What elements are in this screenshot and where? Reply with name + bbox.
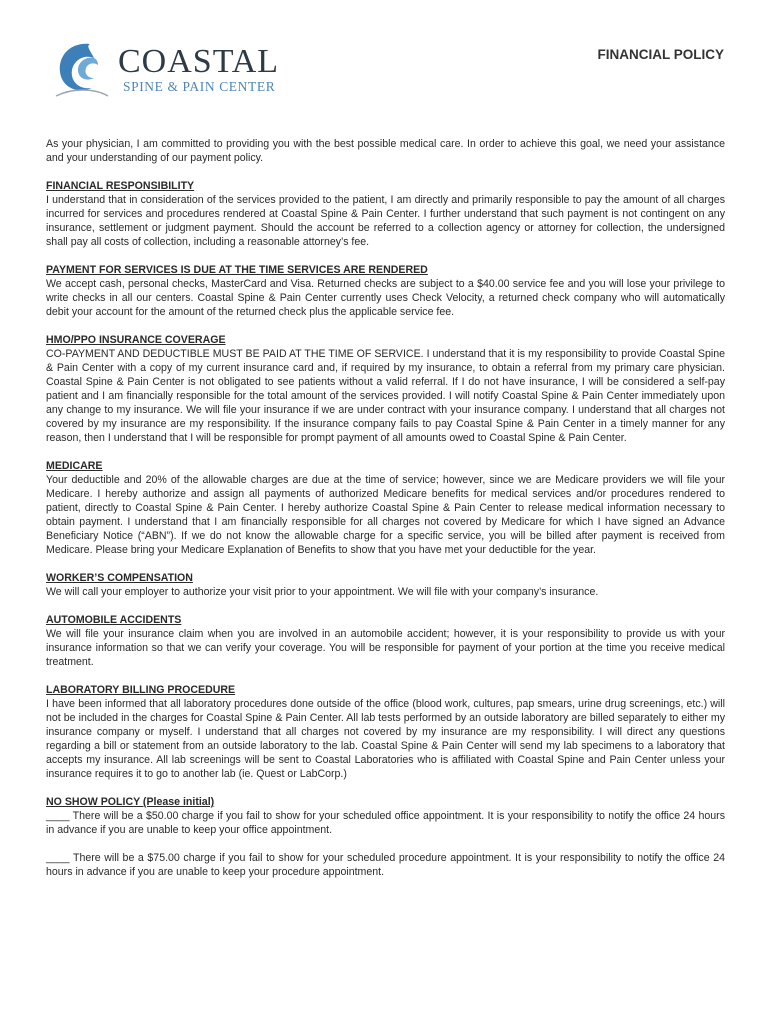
section-laboratory-billing [46,683,725,781]
section-heading: HMO/PPO INSURANCE COVERAGE [46,334,226,346]
section-text: I understand that in consideration of the services provided to the patient, I am directly and primarily responsible to pay the amount of all charges incurred for services and procedures rendered at Coastal Spine & Pain Center. I further understand that such payment is not contingent on any insurance, settlement or judgment payment. Should the account be referred to a collection agency or attorney for collection, the undersigned shall pay all costs of collection, including a reasonable attorney’s fee. [46,194,725,248]
brand-name: COASTAL [118,43,280,80]
section-text: CO-PAYMENT AND DEDUCTIBLE MUST BE PAID AT THE TIME OF SERVICE. I understand that it is my responsibility to provide Coastal Spine & Pain Center with a copy of my current insurance card and, if required by my insurance, to obtain a referral from my primary care physician. Coastal Spine & Pain Center is not obligated to see patients without a valid referral. If I do not have insurance, I will be considered a self-pay patient and I am financially responsible for the total amount of the services provided. I will notify Coastal Spine & Pain Center immediately upon any change to my insurance. We will file your insurance if we are under contract with your insurance company. I understand that all charges not covered by my insurance are my responsibility. If the insurance company fails to pay Coastal Spine & Pain Center in a timely manner for any reason, then I understand that I will be responsible for prompt payment of all amounts owed to Coastal Spine & Pain Center. [46,348,725,444]
no-show-office-item: ____ There will be a $50.00 charge if you fail to show for your scheduled office appointment. It is your responsibility to notify the office 24 hours in advance if you are unable to keep your office appointment. [46,810,725,836]
section-no-show [46,795,725,879]
document-title: FINANCIAL POLICY [597,47,724,62]
policy-body [46,137,725,879]
section-text: We accept cash, personal checks, MasterCard and Visa. Returned checks are subject to a $40.00 service fee and you will lose your privilege to write checks in all our centers. Coastal Spine & Pain Center currently uses Check Velocity, a returned check company who will automatically debit your account for the amount of the returned check plus the applicable service fee. [46,278,725,318]
section-heading: WORKER’S COMPENSATION [46,572,193,584]
section-financial-responsibility [46,179,725,249]
section-auto-accidents [46,613,725,669]
section-heading: AUTOMOBILE ACCIDENTS [46,614,182,626]
section-text: We will call your employer to authorize your visit prior to your appointment. We will file with your company’s insurance. [46,586,599,598]
section-text: We will file your insurance claim when you are involved in an automobile accident; however, it is your responsibility to provide us with your insurance information so that we can verify your coverage. You will be responsible for payment of your portion at the time you receive medical treatment. [46,628,725,668]
section-text: I have been informed that all laboratory procedures done outside of the office (blood work, cultures, pap smears, urine drug screenings, etc.) will not be included in the charges for Coastal Spine & Pain Center. All lab tests performed by an outside laboratory are billed separately to either my insurance company or myself. I understand that all charges not covered by my insurance are my responsibility. I will direct any questions regarding a bill or statement from an outside laboratory to the lab. Coastal Spine & Pain Center will send my lab specimens to a laboratory that accepts my insurance. All lab screenings will be sent to Coastal Laboratories who is affiliated with Coastal Spine and Pain Center unless your insurance requires it to go to another lab (ie. Quest or LabCorp.) [46,698,725,780]
section-heading: LABORATORY BILLING PROCEDURE [46,684,236,696]
section-hmo-ppo [46,333,725,445]
intro-paragraph: As your physician, I am committed to providing you with the best possible medical care. In order to achieve this goal, we need your assistance and your understanding of our payment policy. [46,138,725,164]
section-text: Your deductible and 20% of the allowable charges are due at the time of service; however, since we are Medicare providers we will file your Medicare. I hereby authorize and assign all payments of authorized Medicare benefits for medical services and/or procedures rendered to patient, directly to Coastal Spine & Pain Center. I hereby authorize Coastal Spine & Pain Center to release medical information necessary to obtain payment. I understand that I am financially responsible for all charges not covered by Medicare for which I have signed an Advance Beneficiary Notice (“ABN”). If we do not know the allowable charge for a specific service, you will be billed after payment is received from Medicare. Please bring your Medicare Explanation of Benefits to show that you have met your deductible for the year. [46,474,725,556]
section-heading: FINANCIAL RESPONSIBILITY [46,180,195,192]
section-heading: NO SHOW POLICY (Please initial) [46,796,215,808]
section-workers-comp [46,571,725,599]
section-heading: PAYMENT FOR SERVICES IS DUE AT THE TIME SERVICES ARE RENDERED [46,264,428,276]
section-medicare [46,459,725,557]
coastal-logo [50,38,290,108]
brand-subtitle: SPINE & PAIN CENTER [123,79,276,94]
wave-logo-icon [50,38,116,104]
section-payment-due [46,263,725,319]
no-show-procedure-item: ____ There will be a $75.00 charge if you fail to show for your scheduled procedure appointment. It is your responsibility to notify the office 24 hours in advance if you are unable to keep your procedure appointment. [46,852,725,878]
section-heading: MEDICARE [46,460,103,472]
